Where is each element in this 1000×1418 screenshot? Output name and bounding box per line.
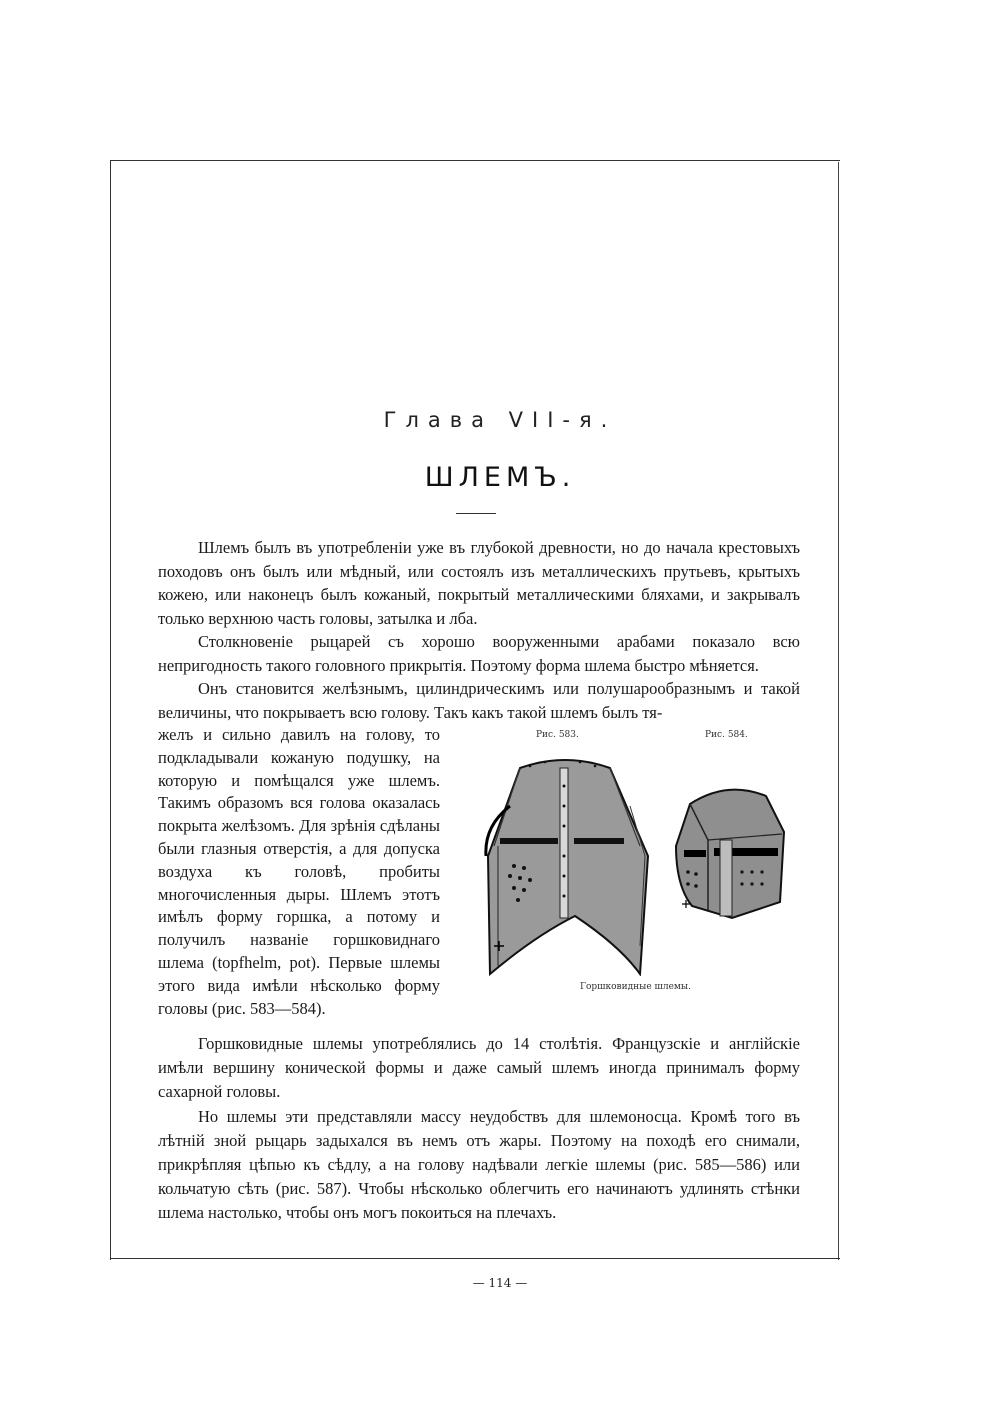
frame-left-rule bbox=[110, 160, 111, 1260]
figure-caption: Горшковидные шлемы. bbox=[580, 982, 691, 992]
page-number: — 114 — bbox=[472, 1276, 528, 1290]
title-divider bbox=[456, 513, 496, 514]
text-block-bottom bbox=[158, 1032, 800, 1224]
paragraph-1: Шлемъ былъ въ употребленіи уже въ глубокой древности, но до начала крестовыхъ походовъ онъ былъ или мѣдный, или состоялъ изъ металлическихъ прутьевъ, крытыхъ кожею, или наконецъ былъ кожаный, покрытый металлическими бляхами, и закрывалъ только верхнюю часть головы, затылка и лба. bbox=[158, 538, 800, 628]
paragraph-4: Горшковидные шлемы употреблялись до 14 столѣтія. Французскіе и англійскіе имѣли вершину конической формы и даже самый шлемъ иногда принималъ форму сахарной головы. bbox=[158, 1034, 800, 1101]
paragraph-2: Столкновеніе рыцарей съ хорошо вооруженными арабами показало всю непригодность такого головного прикрытія. Поэтому форма шлема быстро мѣняется. bbox=[158, 632, 800, 675]
fig-584-label: Рис. 584. bbox=[705, 730, 748, 740]
page-title: ШЛЕМЪ. bbox=[424, 462, 576, 493]
paragraph-3-continued: желъ и сильно давилъ на голову, то подкладывали кожаную подушку, на которую и помѣщался уже шлемъ. Такимъ образомъ вся голова оказалась покрыта желѣзомъ. Для зрѣнія сдѣланы были глазныя отверстія, а для допуска воздуха къ головѣ, пробиты многочисленныя дыры. Шлемъ этотъ имѣлъ форму горшка, а потому и получилъ названіе горшковиднаго шлема (topfhelm, pot). Первые шлемы этого вида имѣли нѣсколько форму головы (рис. 583—584). bbox=[158, 725, 440, 1018]
frame-top-rule bbox=[110, 160, 840, 161]
fig-583-label: Рис. 583. bbox=[536, 730, 579, 740]
helmet-584-illustration bbox=[662, 776, 792, 926]
text-block-wrap bbox=[158, 724, 440, 1020]
chapter-heading: Глава VII-я. bbox=[383, 408, 617, 432]
figure-area bbox=[480, 726, 800, 996]
text-block-top bbox=[158, 536, 800, 724]
paragraph-3: Онъ становится желѣзнымъ, цилиндрическимъ или полушарообразнымъ и такой величины, что покрываетъ всю голову. Такъ какъ такой шлемъ былъ тя- bbox=[158, 679, 800, 722]
paragraph-5: Но шлемы эти представляли массу неудобствъ для шлемоносца. Кромѣ того въ лѣтній зной рыцарь задыхался въ немъ отъ жары. Поэтому на походѣ его снимали, прикрѣпляя цѣпью къ сѣдлу, а на голову надѣвали легкіе шлемы (рис. 585—586) или кольчатую сѣть (рис. 587). Чтобы нѣсколько облегчить его начинаютъ удлинять стѣнки шлема настолько, чтобы онъ могъ покоиться на плечахъ. bbox=[158, 1107, 800, 1222]
helmet-583-illustration bbox=[480, 746, 650, 976]
frame-right-rule bbox=[838, 162, 839, 1260]
frame-bottom-rule bbox=[110, 1258, 840, 1259]
